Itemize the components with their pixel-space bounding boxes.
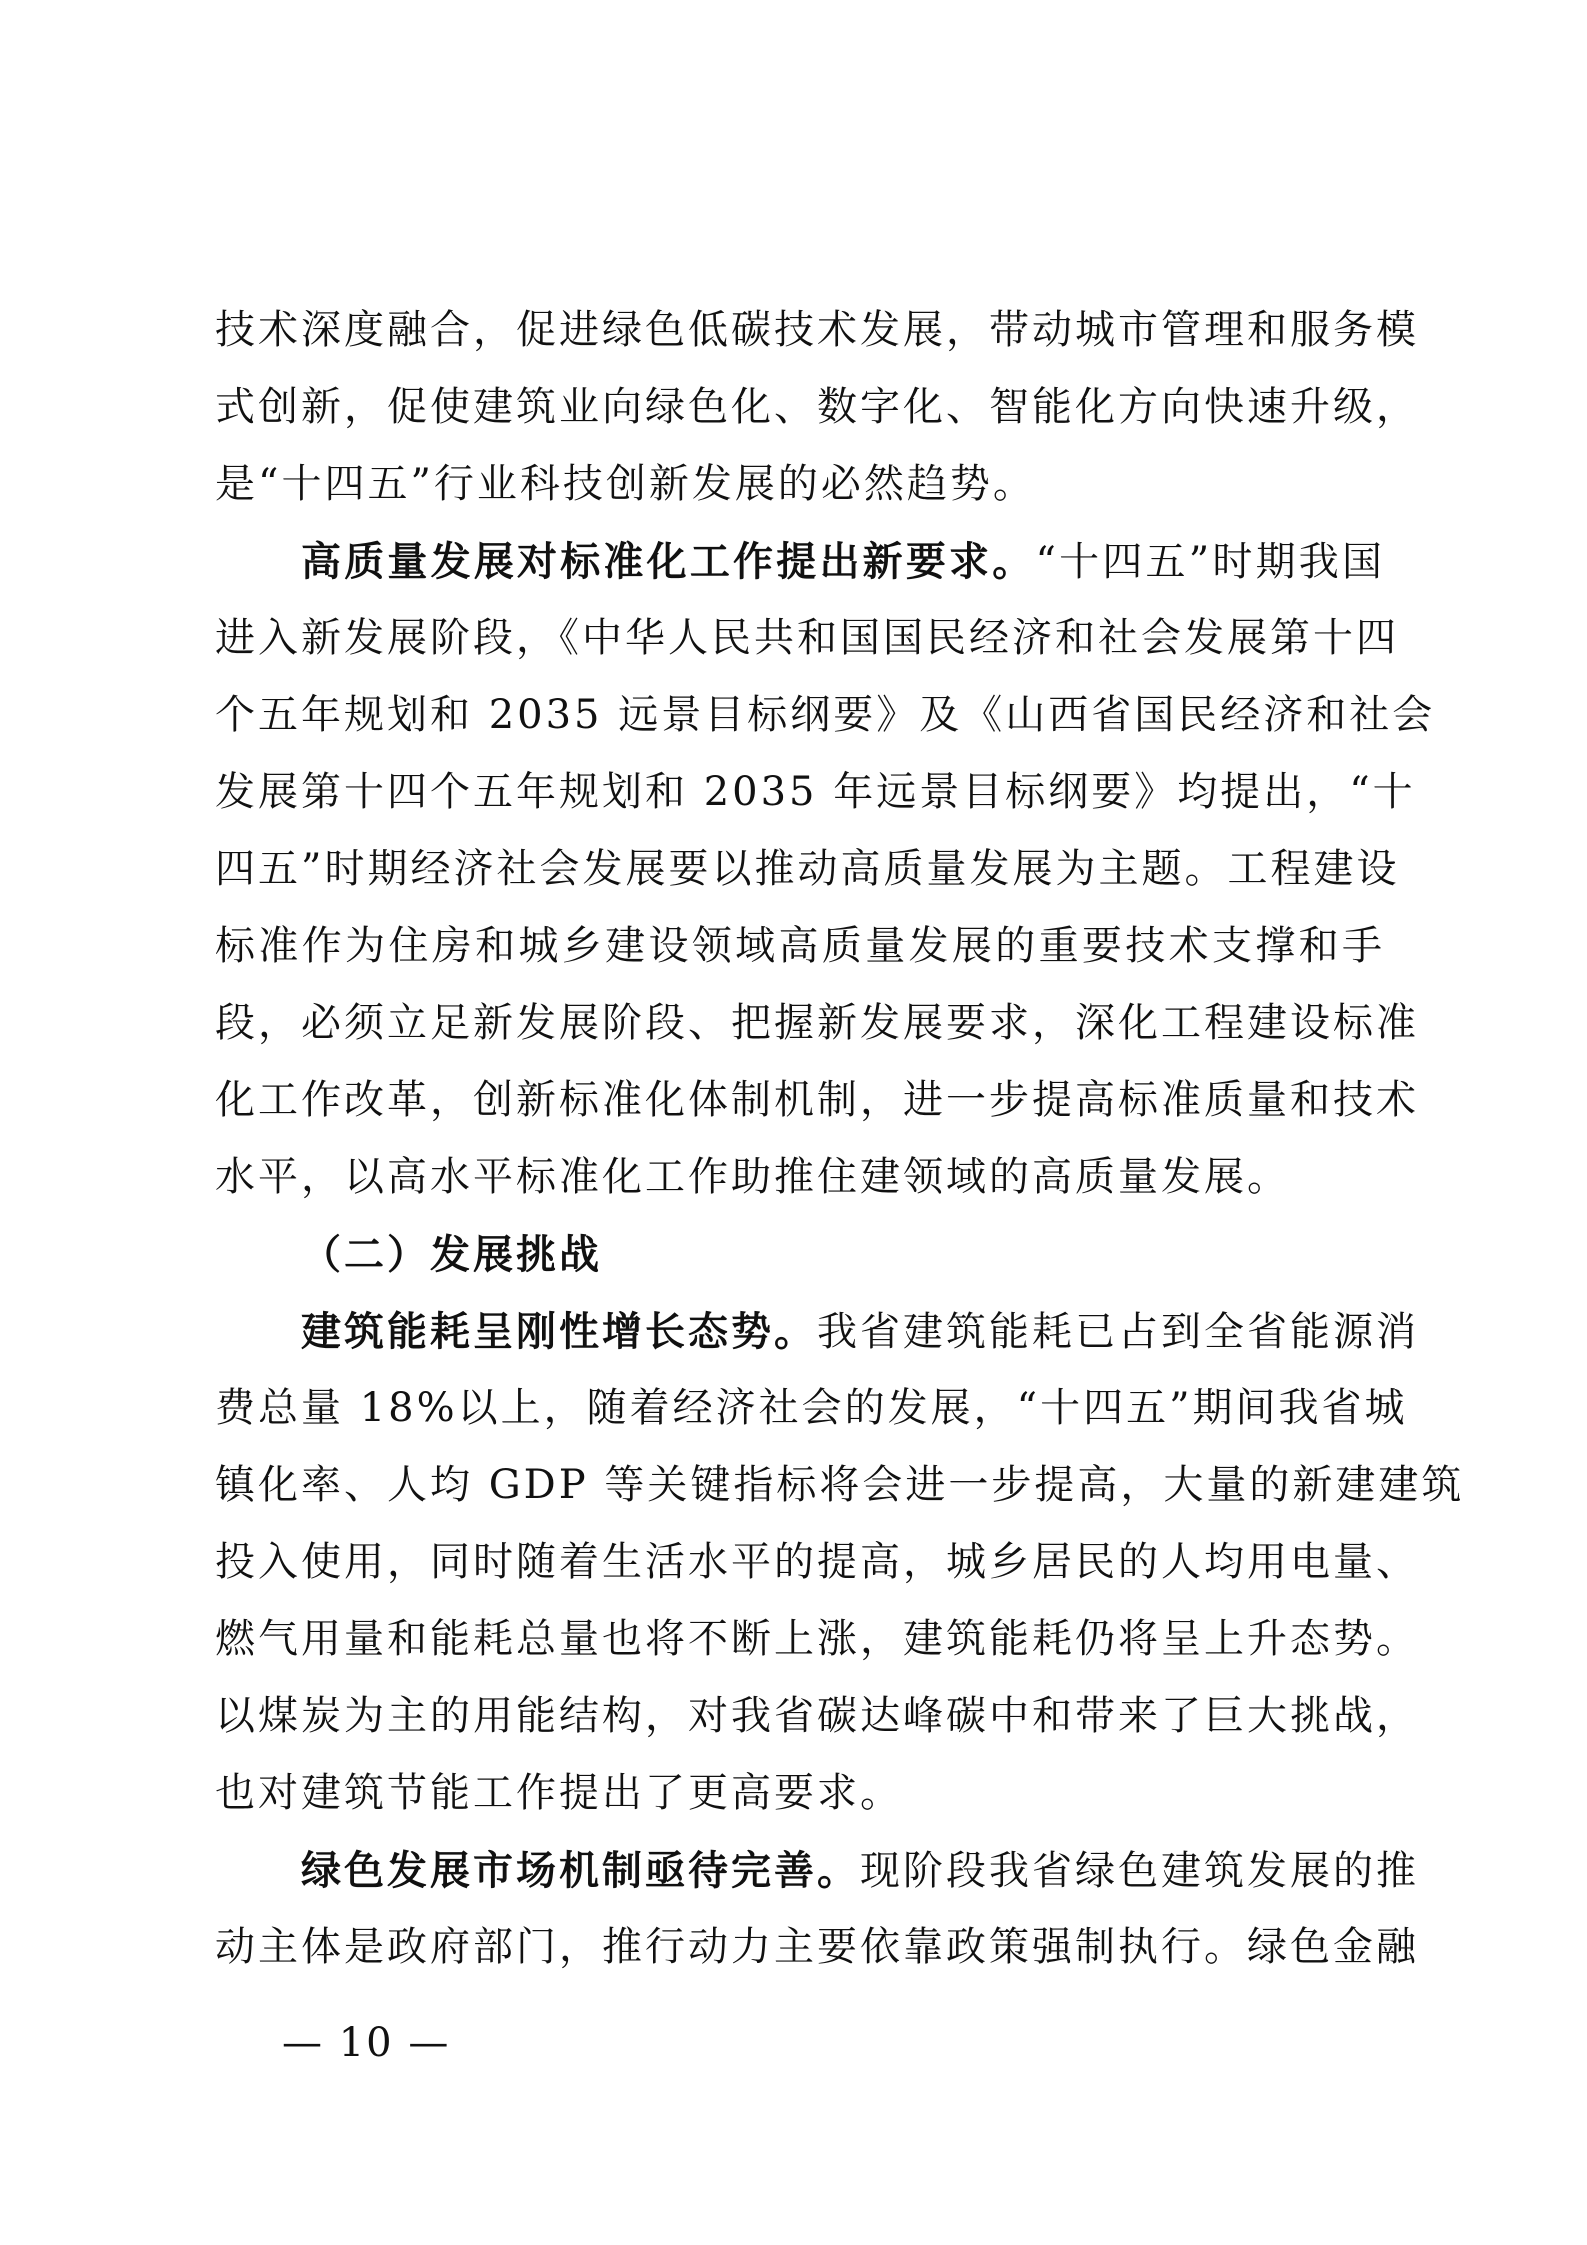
paragraph-3-line-6: 以煤炭为主的用能结构，对我省碳达峰碳中和带来了巨大挑战， [215,1693,1419,1739]
paragraph-2-line-4: 发展第十四个五年规划和 2035 年远景目标纲要》均提出，“十 [215,769,1416,815]
paragraph-1-line-2: 式创新，促使建筑业向绿色化、数字化、智能化方向快速升级， [215,384,1419,430]
paragraph-2-first-line-rest: “十四五”时期我国 [1035,539,1385,585]
paragraph-3-bold-lead: 建筑能耗呈刚性增长态势。 [301,1308,817,1355]
paragraph-2-line-7: 段，必须立足新发展阶段、把握新发展要求，深化工程建设标准 [215,1000,1419,1046]
paragraph-2-bold-lead: 高质量发展对标准化工作提出新要求。 [301,538,1036,585]
paragraph-3-line-2: 费总量 18%以上，随着经济社会的发展，“十四五”期间我省城 [215,1385,1408,1431]
section-heading: （二）发展挑战 [301,1231,602,1278]
paragraph-3-line-7: 也对建筑节能工作提出了更高要求。 [215,1770,903,1816]
paragraph-2-line-9: 水平，以高水平标准化工作助推住建领域的高质量发展。 [215,1154,1290,1200]
paragraph-2-line-3: 个五年规划和 2035 远景目标纲要》及《山西省国民经济和社会 [215,692,1436,738]
body-text [215,292,1465,1986]
paragraph-2-line-8: 化工作改革，创新标准化体制机制，进一步提高标准质量和技术 [215,1077,1419,1123]
paragraph-3-first-line-rest: 我省建筑能耗已占到全省能源消 [817,1309,1419,1355]
paragraph-2-line-6: 标准作为住房和城乡建设领域高质量发展的重要技术支撑和手 [215,923,1385,969]
paragraph-3-line-3: 镇化率、人均 GDP 等关键指标将会进一步提高，大量的新建建筑 [215,1462,1465,1508]
paragraph-1-line-1: 技术深度融合，促进绿色低碳技术发展，带动城市管理和服务模 [215,307,1419,353]
paragraph-2-line-1 [215,523,1385,600]
paragraph-2-line-2: 进入新发展阶段，《中华人民共和国国民经济和社会发展第十四 [215,615,1399,661]
paragraph-2-line-5: 四五”时期经济社会发展要以推动高质量发展为主题。工程建设 [215,846,1400,892]
paragraph-3-line-4: 投入使用，同时随着生活水平的提高，城乡居民的人均用电量、 [215,1539,1419,1585]
paragraph-4-bold-lead: 绿色发展市场机制亟待完善。 [301,1847,860,1894]
page-number: — 10 — [282,2020,451,2066]
paragraph-3-line-1 [215,1293,1419,1370]
paragraph-4-first-line-rest: 现阶段我省绿色建筑发展的推 [860,1848,1419,1894]
paragraph-3-line-5: 燃气用量和能耗总量也将不断上涨，建筑能耗仍将呈上升态势。 [215,1616,1419,1662]
paragraph-4-line-2: 动主体是政府部门，推行动力主要依靠政策强制执行。绿色金融 [215,1924,1419,1970]
paragraph-1-line-3: 是“十四五”行业科技创新发展的必然趋势。 [215,461,1036,507]
paragraph-4-line-1 [215,1832,1419,1909]
